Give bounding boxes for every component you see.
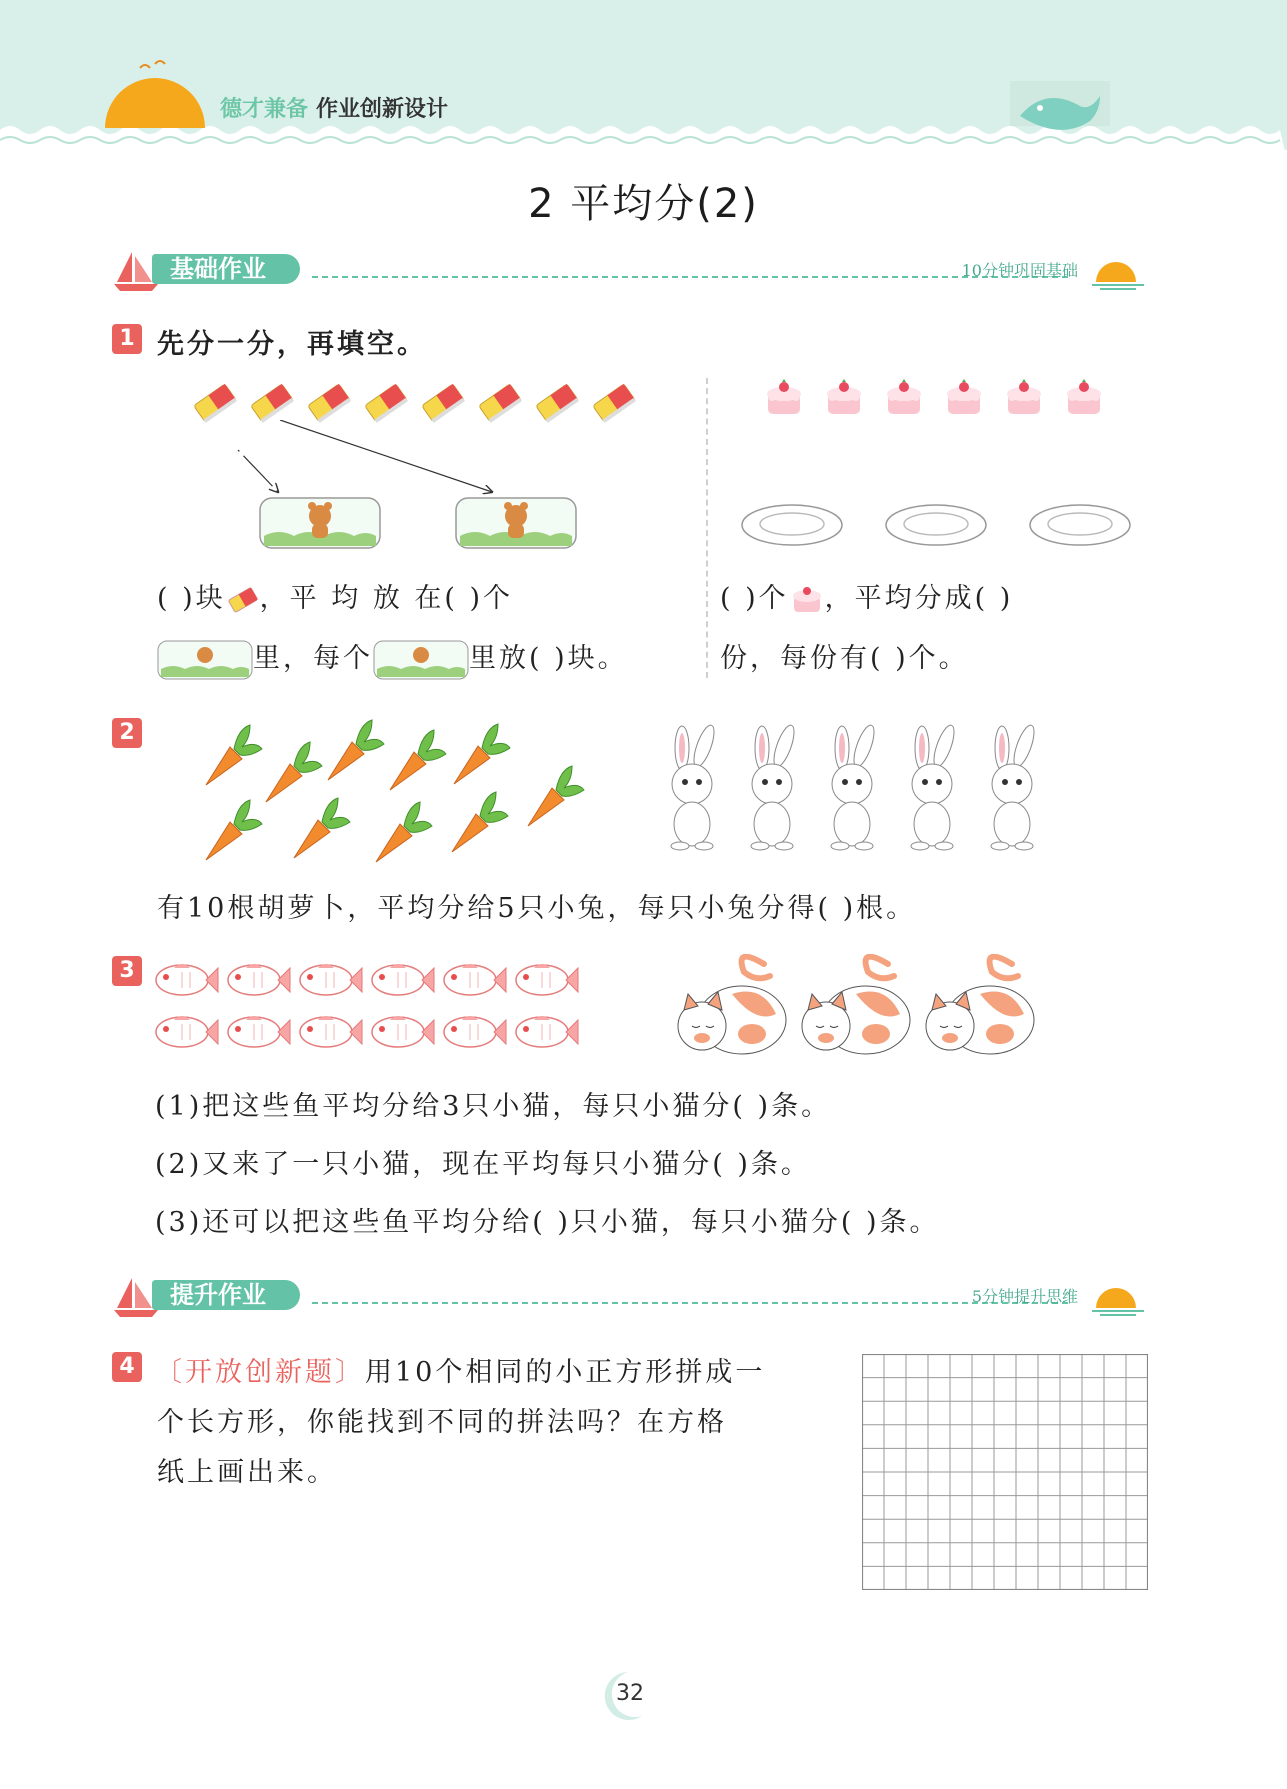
carrot-icon — [370, 794, 434, 870]
q1-right-line2: 份，每份有( )个。 — [720, 643, 969, 674]
question-number-2: 2 — [112, 718, 142, 748]
cake-icon — [882, 376, 926, 424]
divider — [706, 378, 708, 678]
section-bar-basic — [112, 250, 1148, 290]
carrot-icon — [522, 758, 586, 834]
carrot-icon — [200, 717, 264, 793]
fish-icon — [512, 960, 580, 1004]
fish-icon — [440, 960, 508, 1004]
rabbit-icon — [660, 724, 724, 856]
plate-icon — [740, 500, 844, 554]
fish-icon — [296, 1012, 364, 1056]
q1-right-line1-b: ，平均分成( ) — [824, 583, 1014, 614]
cat-group — [672, 954, 1042, 1064]
fish-icon — [152, 1012, 220, 1056]
section-bar-advanced — [112, 1276, 1148, 1316]
carrot-icon — [288, 790, 352, 866]
carrot-icon — [384, 722, 448, 798]
q3-sub3: (3)还可以把这些鱼平均分给( )只小猫，每只小猫分( )条。 — [155, 1207, 940, 1238]
q1-left-line2-b: 里放( )块。 — [469, 643, 628, 674]
sun-icon — [100, 58, 210, 128]
pencil-case-icon — [258, 492, 382, 554]
fish-icon — [368, 1012, 436, 1056]
cake-icon — [1062, 376, 1106, 424]
rabbit-icon — [820, 724, 884, 856]
whale-icon — [1010, 76, 1120, 136]
fish-icon — [512, 1012, 580, 1056]
section-note-basic: 10分钟巩固基础 — [961, 261, 1078, 280]
sunset-icon — [1088, 256, 1148, 292]
q4-tag: 〔开放创新题〕 — [155, 1357, 365, 1388]
q2-text: 有10根胡萝卜，平均分给5只小兔，每只小兔分得( )根。 — [157, 893, 917, 924]
arrows — [230, 420, 520, 500]
q1-left-line1-a: ( )块 — [157, 583, 226, 614]
q1-right-line1 — [720, 576, 1013, 616]
fish-icon — [368, 960, 436, 1004]
carrot-group — [200, 712, 580, 862]
brand-secondary: 作业创新设计 — [316, 97, 449, 122]
q1-left-line2 — [157, 636, 628, 683]
carrot-icon — [322, 712, 386, 788]
cake-icon — [822, 376, 866, 424]
divider — [312, 276, 1068, 278]
pencil-case-icon — [373, 637, 469, 683]
fish-icon — [152, 960, 220, 1004]
rabbit-group — [660, 724, 1060, 854]
carrot-icon — [200, 792, 264, 868]
question-number-3: 3 — [112, 956, 142, 986]
eraser-icon — [532, 380, 582, 430]
q4-line1 — [155, 1350, 765, 1389]
plate-row — [740, 500, 1140, 550]
fish-icon — [224, 1012, 292, 1056]
fish-icon — [440, 1012, 508, 1056]
question-number-1: 1 — [112, 324, 142, 354]
plate-icon — [884, 500, 988, 554]
cake-icon — [789, 584, 825, 616]
sunset-icon — [1088, 1282, 1148, 1318]
grid-paper[interactable] — [862, 1354, 1148, 1590]
section-label-basic: 基础作业 — [152, 254, 300, 284]
q3-sub2: (2)又来了一只小猫，现在平均每只小猫分( )条。 — [155, 1149, 811, 1180]
eraser-icon — [226, 585, 260, 615]
carrot-icon — [446, 784, 510, 860]
brand-primary: 德才兼备 — [220, 97, 309, 122]
cake-row — [762, 376, 1112, 426]
q1-right-line1-a: ( )个 — [720, 583, 789, 614]
cake-icon — [942, 376, 986, 424]
q1-prompt: 先分一分，再填空。 — [157, 329, 427, 360]
q1-left-line1 — [157, 576, 513, 615]
rabbit-icon — [980, 724, 1044, 856]
q4-line3: 纸上画出来。 — [157, 1457, 337, 1488]
q1-left-line1-b: ，平 均 放 在( )个 — [259, 583, 514, 614]
q4-line1-text: 用10个相同的小正方形拼成一 — [365, 1357, 766, 1388]
carrot-icon — [448, 716, 512, 792]
fish-group — [152, 960, 592, 1060]
cat-icon — [920, 954, 1040, 1064]
eraser-icon — [589, 380, 639, 430]
page-title: 2 平均分(2) — [528, 181, 759, 227]
cat-icon — [796, 954, 916, 1064]
divider — [312, 1302, 1068, 1304]
section-label-advanced: 提升作业 — [152, 1280, 300, 1310]
q1-left-line2-a: 里，每个 — [253, 643, 373, 674]
pencil-case-icon — [454, 492, 578, 554]
section-note-advanced: 5分钟提升思维 — [971, 1287, 1078, 1306]
rabbit-icon — [900, 724, 964, 856]
brand — [220, 92, 448, 123]
rabbit-icon — [740, 724, 804, 856]
fish-icon — [296, 960, 364, 1004]
question-number-4: 4 — [112, 1352, 142, 1382]
pencil-case-icon — [157, 637, 253, 683]
page-number: 32 — [616, 1681, 644, 1706]
q3-sub1: (1)把这些鱼平均分给3只小猫，每只小猫分( )条。 — [155, 1091, 832, 1122]
cat-icon — [672, 954, 792, 1064]
cake-icon — [1002, 376, 1046, 424]
cake-icon — [762, 376, 806, 424]
plate-icon — [1028, 500, 1132, 554]
fish-icon — [224, 960, 292, 1004]
q4-line2: 个长方形，你能找到不同的拼法吗？在方格 — [157, 1407, 727, 1438]
